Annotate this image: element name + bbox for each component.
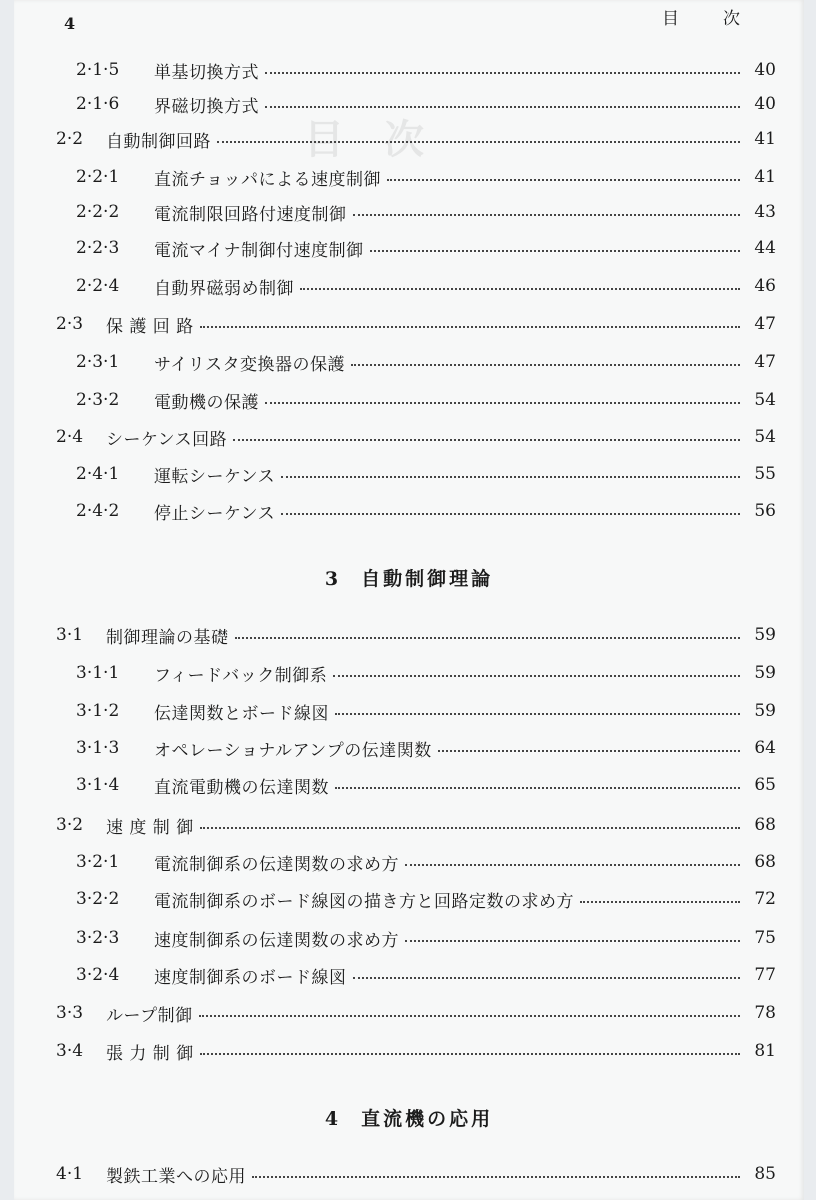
section-number: 3·1·4 <box>76 775 120 795</box>
section-title: シーケンス回路 <box>106 429 228 450</box>
page-ref: 47 <box>754 314 776 334</box>
dot-leader <box>405 864 740 866</box>
page-ref: 43 <box>754 202 776 222</box>
section-title: 自動制御回路 <box>106 131 211 152</box>
section-title: 速度制御系のボード線図 <box>154 967 347 988</box>
section-title: 保 護 回 路 <box>106 316 194 337</box>
toc-entry[interactable] <box>56 811 776 839</box>
section-number: 2·4·1 <box>76 464 120 484</box>
toc-entry[interactable] <box>56 999 776 1027</box>
section-number: 2·3·1 <box>76 352 120 372</box>
page-ref: 64 <box>754 738 776 758</box>
dot-leader <box>265 106 740 108</box>
toc-entry[interactable] <box>76 885 776 913</box>
toc-entry[interactable] <box>76 924 776 952</box>
section-title: 速度制御系の伝達関数の求め方 <box>154 930 399 951</box>
page-ref: 40 <box>754 94 776 114</box>
page-ref: 68 <box>754 815 776 835</box>
dot-leader <box>252 1176 740 1178</box>
toc-entry[interactable] <box>76 460 776 488</box>
dot-leader <box>405 940 740 942</box>
section-title: 界磁切換方式 <box>154 96 259 117</box>
section-title: 電流制御系の伝達関数の求め方 <box>154 854 399 875</box>
toc-entry[interactable] <box>56 621 776 649</box>
section-number: 3·3 <box>56 1003 84 1023</box>
section-title: 電流制御系のボード線図の描き方と回路定数の求め方 <box>154 891 574 912</box>
toc-entry[interactable] <box>76 56 776 84</box>
section-title: 運転シーケンス <box>154 466 276 487</box>
dot-leader <box>200 326 740 328</box>
section-number: 3·2 <box>56 815 84 835</box>
section-number: 2·2·3 <box>76 238 120 258</box>
section-title: 制御理論の基礎 <box>106 627 229 648</box>
book-page <box>14 0 804 1200</box>
chapter-number: 4 <box>324 1108 342 1130</box>
dot-leader <box>200 827 740 829</box>
page-ref: 77 <box>754 965 776 985</box>
section-number: 2·1·5 <box>76 60 120 80</box>
section-number: 2·1·6 <box>76 94 120 114</box>
section-title: 単基切換方式 <box>154 62 259 83</box>
section-number: 2·2·4 <box>76 276 120 296</box>
toc-entry[interactable] <box>76 771 776 799</box>
section-number: 2·3·2 <box>76 390 120 410</box>
toc-entry[interactable] <box>76 961 776 989</box>
dot-leader <box>335 787 740 789</box>
section-number: 3·2·2 <box>76 889 120 909</box>
section-number: 3·2·4 <box>76 965 120 985</box>
dot-leader <box>300 288 740 290</box>
page-ref: 75 <box>754 928 776 948</box>
page-ref: 44 <box>754 238 776 258</box>
dot-leader <box>235 637 741 639</box>
section-number: 2·2 <box>56 129 84 149</box>
page-number: 4 <box>64 14 76 33</box>
section-number: 3·1·2 <box>76 701 120 721</box>
section-number: 3·1·1 <box>76 663 120 683</box>
toc-entry[interactable] <box>56 1160 776 1188</box>
page-ref: 55 <box>754 464 776 484</box>
section-number: 3·1 <box>56 625 84 645</box>
dot-leader <box>438 750 740 752</box>
section-number: 2·3 <box>56 314 84 334</box>
toc-entry[interactable] <box>76 198 776 226</box>
dot-leader <box>200 1053 740 1055</box>
page-ref: 72 <box>754 889 776 909</box>
section-title: 電流マイナ制御付速度制御 <box>154 240 364 261</box>
section-title: サイリスタ変換器の保護 <box>154 354 345 375</box>
section-number: 2·4 <box>56 427 84 447</box>
dot-leader <box>233 439 740 441</box>
section-title: 自動界磁弱め制御 <box>154 278 294 299</box>
toc-entry[interactable] <box>76 163 776 191</box>
page-ref: 68 <box>754 852 776 872</box>
page-ref: 59 <box>754 625 776 645</box>
section-title: 速 度 制 御 <box>106 817 194 838</box>
section-number: 2·2·2 <box>76 202 120 222</box>
toc-entry[interactable] <box>76 386 776 414</box>
section-title: 停止シーケンス <box>154 503 276 524</box>
dot-leader <box>580 901 740 903</box>
toc-entry[interactable] <box>56 310 776 338</box>
toc-entry[interactable] <box>76 848 776 876</box>
page-header <box>14 0 804 40</box>
page-ref: 41 <box>754 129 776 149</box>
section-title: 製鉄工業への応用 <box>106 1166 246 1187</box>
dot-leader <box>353 977 741 979</box>
toc-entry[interactable] <box>56 1037 776 1065</box>
dot-leader <box>217 141 740 143</box>
dot-leader <box>333 675 740 677</box>
page-ref: 46 <box>754 276 776 296</box>
section-title: 張 力 制 御 <box>106 1043 194 1064</box>
toc-entry[interactable] <box>76 348 776 376</box>
section-number: 3·4 <box>56 1041 84 1061</box>
chapter-heading <box>14 1104 804 1131</box>
section-title: 直流電動機の伝達関数 <box>154 777 329 798</box>
section-number: 3·2·1 <box>76 852 120 872</box>
dot-leader <box>387 179 740 181</box>
dot-leader <box>265 72 740 74</box>
page-ref: 40 <box>754 60 776 80</box>
dot-leader <box>199 1015 740 1017</box>
section-number: 4·1 <box>56 1164 84 1184</box>
toc-entry[interactable] <box>76 734 776 762</box>
page-ref: 78 <box>754 1003 776 1023</box>
running-title: 目次 <box>662 9 784 29</box>
page-ref: 47 <box>754 352 776 372</box>
toc-entry[interactable] <box>76 497 776 525</box>
toc-entry[interactable] <box>76 90 776 118</box>
toc-entry[interactable] <box>76 697 776 725</box>
toc-entry[interactable] <box>76 234 776 262</box>
section-title: フィードバック制御系 <box>154 665 328 686</box>
section-title: 電流制限回路付速度制御 <box>154 204 347 225</box>
section-number: 2·2·1 <box>76 167 120 187</box>
section-title: ループ制御 <box>106 1005 193 1026</box>
toc-entry[interactable] <box>76 272 776 300</box>
section-title: 直流チョッパによる速度制御 <box>154 169 381 190</box>
toc-entry[interactable] <box>56 125 776 153</box>
page-ref: 54 <box>754 390 776 410</box>
section-number: 2·4·2 <box>76 501 120 521</box>
page-ref: 85 <box>754 1164 776 1184</box>
dot-leader <box>335 713 740 715</box>
section-title: 伝達関数とボード線図 <box>154 703 329 724</box>
page-ref: 65 <box>754 775 776 795</box>
chapter-heading <box>14 564 804 591</box>
toc-entry[interactable] <box>76 659 776 687</box>
dot-leader <box>265 402 740 404</box>
section-number: 3·2·3 <box>76 928 120 948</box>
section-title: 電動機の保護 <box>154 392 259 413</box>
section-number: 3·1·3 <box>76 738 120 758</box>
chapter-title: 直流機の応用 <box>361 1108 494 1130</box>
dot-leader <box>351 364 740 366</box>
page-ref: 59 <box>754 663 776 683</box>
dot-leader <box>370 250 740 252</box>
page-ref: 54 <box>754 427 776 447</box>
dot-leader <box>353 214 741 216</box>
page-ref: 41 <box>754 167 776 187</box>
dot-leader <box>281 513 740 515</box>
show-through-text: 目 次 <box>304 116 424 163</box>
section-title: オペレーショナルアンプの伝達関数 <box>154 740 432 761</box>
page-ref: 56 <box>754 501 776 521</box>
chapter-number: 3 <box>324 568 342 590</box>
toc-entry[interactable] <box>56 423 776 451</box>
chapter-title: 自動制御理論 <box>361 568 494 590</box>
page-ref: 59 <box>754 701 776 721</box>
dot-leader <box>281 476 740 478</box>
page-ref: 81 <box>754 1041 776 1061</box>
